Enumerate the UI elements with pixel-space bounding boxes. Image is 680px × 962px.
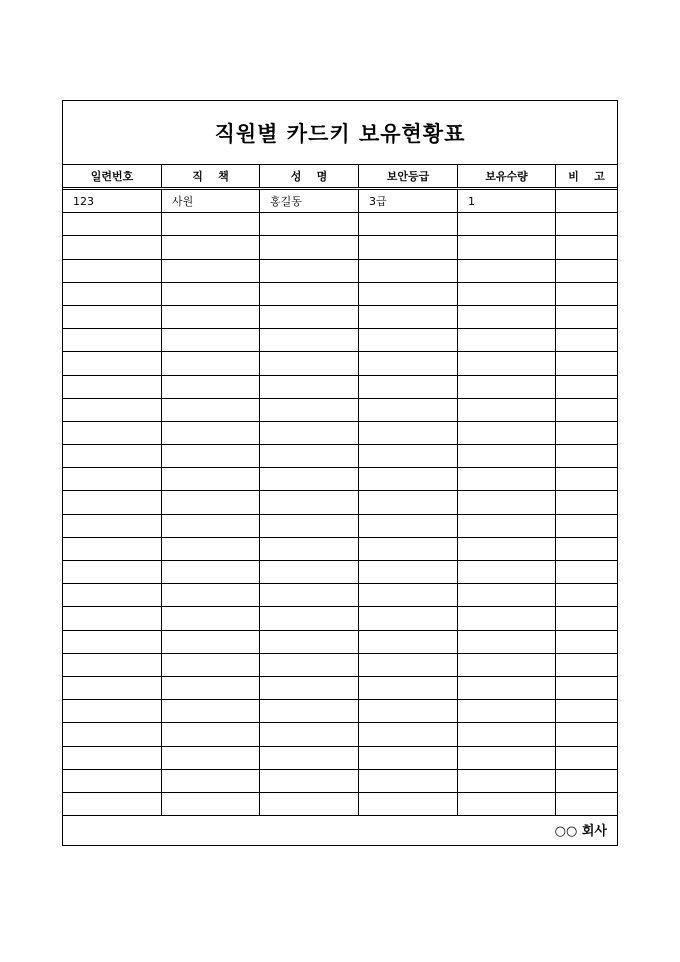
- security-level-cell: [359, 376, 458, 398]
- quantity-cell: [458, 260, 556, 282]
- quantity-cell: [458, 468, 556, 490]
- serial-number-cell: [63, 352, 162, 374]
- serial-number-cell: [63, 468, 162, 490]
- quantity-cell: [458, 399, 556, 421]
- security-level-cell: [359, 329, 458, 351]
- serial-number-cell: [63, 677, 162, 699]
- quantity-cell: [458, 700, 556, 722]
- position-cell: [162, 747, 260, 769]
- security-level-cell: [359, 607, 458, 629]
- position-cell: [162, 445, 260, 467]
- quantity-cell: [458, 445, 556, 467]
- table-row: [63, 283, 617, 306]
- serial-number-cell: [63, 770, 162, 792]
- table-row: [63, 236, 617, 259]
- security-level-cell: [359, 677, 458, 699]
- quantity-cell: [458, 654, 556, 676]
- serial-number-cell: [63, 631, 162, 653]
- table-row: [63, 491, 617, 514]
- quantity-cell: [458, 491, 556, 513]
- security-level-cell: [359, 793, 458, 815]
- remarks-cell: [556, 561, 617, 583]
- remarks-cell: [556, 236, 617, 258]
- quantity-cell: [458, 607, 556, 629]
- serial-number-cell: [63, 491, 162, 513]
- security-level-cell: [359, 584, 458, 606]
- name-cell: [260, 306, 359, 328]
- name-cell: [260, 468, 359, 490]
- header-position: 직 책: [162, 165, 260, 187]
- table-row: [63, 376, 617, 399]
- position-cell: [162, 607, 260, 629]
- remarks-cell: [556, 584, 617, 606]
- quantity-cell: [458, 306, 556, 328]
- remarks-cell: [556, 770, 617, 792]
- remarks-cell: [556, 700, 617, 722]
- serial-number-cell: [63, 306, 162, 328]
- table-row: [63, 515, 617, 538]
- table-row: [63, 561, 617, 584]
- name-cell: [260, 236, 359, 258]
- quantity-cell: [458, 584, 556, 606]
- quantity-cell: [458, 213, 556, 235]
- header-name: 성 명: [260, 165, 359, 187]
- table-row: [63, 770, 617, 793]
- remarks-cell: [556, 190, 617, 212]
- security-level-cell: [359, 700, 458, 722]
- serial-number-cell: [63, 723, 162, 745]
- remarks-cell: [556, 723, 617, 745]
- remarks-cell: [556, 491, 617, 513]
- company-name: ○○ 회사: [554, 824, 607, 839]
- quantity-cell: [458, 283, 556, 305]
- header-security-level: 보안등급: [359, 165, 458, 187]
- table-body: [63, 190, 617, 816]
- quantity-cell: 1: [458, 190, 556, 212]
- quantity-cell: [458, 723, 556, 745]
- company-footer: [63, 814, 617, 845]
- header-remarks: 비 고: [568, 170, 605, 183]
- position-cell: [162, 723, 260, 745]
- position-cell: [162, 422, 260, 444]
- remarks-cell: [556, 422, 617, 444]
- remarks-cell: [556, 515, 617, 537]
- name-cell: [260, 538, 359, 560]
- serial-number-cell: [63, 236, 162, 258]
- position-cell: [162, 283, 260, 305]
- position-cell: [162, 468, 260, 490]
- name-cell: 홍길동: [260, 190, 359, 212]
- position-cell: [162, 677, 260, 699]
- position-cell: [162, 376, 260, 398]
- table-row: [63, 631, 617, 654]
- name-cell: [260, 260, 359, 282]
- table-row: [63, 793, 617, 816]
- remarks-cell: [556, 631, 617, 653]
- table-row: [63, 677, 617, 700]
- security-level-cell: [359, 468, 458, 490]
- table-row: [63, 723, 617, 746]
- name-cell: [260, 677, 359, 699]
- serial-number-cell: [63, 399, 162, 421]
- table-row: [63, 445, 617, 468]
- remarks-cell: [556, 654, 617, 676]
- table-row: [63, 352, 617, 375]
- security-level-cell: [359, 352, 458, 374]
- name-cell: [260, 445, 359, 467]
- serial-number-cell: [63, 747, 162, 769]
- table-row: [63, 654, 617, 677]
- security-level-cell: [359, 654, 458, 676]
- position-cell: [162, 213, 260, 235]
- security-level-cell: [359, 747, 458, 769]
- security-level-cell: [359, 306, 458, 328]
- name-cell: [260, 329, 359, 351]
- security-level-cell: [359, 491, 458, 513]
- name-cell: [260, 283, 359, 305]
- position-cell: [162, 399, 260, 421]
- remarks-cell: [556, 677, 617, 699]
- name-cell: [260, 607, 359, 629]
- serial-number-cell: [63, 260, 162, 282]
- remarks-cell: [556, 399, 617, 421]
- serial-number-cell: [63, 561, 162, 583]
- table-row: [63, 329, 617, 352]
- position-cell: [162, 491, 260, 513]
- remarks-cell: [556, 260, 617, 282]
- serial-number-cell: [63, 329, 162, 351]
- card-key-holding-form: [62, 100, 618, 846]
- position-cell: [162, 538, 260, 560]
- remarks-cell: [556, 213, 617, 235]
- serial-number-cell: [63, 213, 162, 235]
- table-row: [63, 700, 617, 723]
- security-level-cell: [359, 515, 458, 537]
- quantity-cell: [458, 422, 556, 444]
- quantity-cell: [458, 352, 556, 374]
- quantity-cell: [458, 770, 556, 792]
- serial-number-cell: [63, 538, 162, 560]
- remarks-cell: [556, 445, 617, 467]
- quantity-cell: [458, 793, 556, 815]
- serial-number-cell: [63, 607, 162, 629]
- position-cell: 사원: [162, 190, 260, 212]
- serial-number-cell: 123: [63, 190, 162, 212]
- security-level-cell: [359, 445, 458, 467]
- name-cell: [260, 584, 359, 606]
- header-serial-number: 일련번호: [63, 165, 162, 187]
- name-cell: [260, 422, 359, 444]
- remarks-cell: [556, 607, 617, 629]
- security-level-cell: [359, 260, 458, 282]
- quantity-cell: [458, 376, 556, 398]
- remarks-cell: [556, 468, 617, 490]
- quantity-cell: [458, 329, 556, 351]
- position-cell: [162, 352, 260, 374]
- position-cell: [162, 700, 260, 722]
- position-cell: [162, 236, 260, 258]
- table-row: [63, 468, 617, 491]
- table-row: [63, 422, 617, 445]
- name-cell: [260, 770, 359, 792]
- quantity-cell: [458, 515, 556, 537]
- security-level-cell: [359, 770, 458, 792]
- serial-number-cell: [63, 445, 162, 467]
- remarks-cell: [556, 283, 617, 305]
- name-cell: [260, 561, 359, 583]
- position-cell: [162, 793, 260, 815]
- name-cell: [260, 352, 359, 374]
- remarks-cell: [556, 376, 617, 398]
- quantity-cell: [458, 631, 556, 653]
- serial-number-cell: [63, 515, 162, 537]
- position-cell: [162, 654, 260, 676]
- table-row: [63, 747, 617, 770]
- table-header: [63, 165, 617, 190]
- name-cell: [260, 793, 359, 815]
- table-row: [63, 306, 617, 329]
- serial-number-cell: [63, 700, 162, 722]
- serial-number-cell: [63, 654, 162, 676]
- security-level-cell: [359, 561, 458, 583]
- remarks-cell: [556, 306, 617, 328]
- table-row: [63, 260, 617, 283]
- position-cell: [162, 260, 260, 282]
- security-level-cell: [359, 538, 458, 560]
- name-cell: [260, 747, 359, 769]
- form-title: 직원별 카드키 보유현황표: [63, 101, 617, 165]
- name-cell: [260, 376, 359, 398]
- position-cell: [162, 631, 260, 653]
- name-cell: [260, 654, 359, 676]
- serial-number-cell: [63, 283, 162, 305]
- table-row: [63, 399, 617, 422]
- serial-number-cell: [63, 793, 162, 815]
- serial-number-cell: [63, 376, 162, 398]
- quantity-cell: [458, 236, 556, 258]
- quantity-cell: [458, 561, 556, 583]
- name-cell: [260, 515, 359, 537]
- table-row: [63, 213, 617, 236]
- table-row: [63, 607, 617, 630]
- security-level-cell: [359, 399, 458, 421]
- position-cell: [162, 584, 260, 606]
- name-cell: [260, 631, 359, 653]
- name-cell: [260, 399, 359, 421]
- remarks-cell: [556, 352, 617, 374]
- serial-number-cell: [63, 422, 162, 444]
- quantity-cell: [458, 747, 556, 769]
- position-cell: [162, 329, 260, 351]
- table-row: [63, 190, 617, 213]
- security-level-cell: [359, 283, 458, 305]
- security-level-cell: [359, 236, 458, 258]
- position-cell: [162, 561, 260, 583]
- name-cell: [260, 491, 359, 513]
- table-row: [63, 538, 617, 561]
- header-quantity: 보유수량: [458, 165, 556, 187]
- remarks-cell: [556, 793, 617, 815]
- position-cell: [162, 306, 260, 328]
- serial-number-cell: [63, 584, 162, 606]
- security-level-cell: [359, 422, 458, 444]
- remarks-cell: [556, 747, 617, 769]
- quantity-cell: [458, 538, 556, 560]
- security-level-cell: [359, 723, 458, 745]
- name-cell: [260, 723, 359, 745]
- quantity-cell: [458, 677, 556, 699]
- security-level-cell: 3급: [359, 190, 458, 212]
- name-cell: [260, 213, 359, 235]
- position-cell: [162, 770, 260, 792]
- security-level-cell: [359, 631, 458, 653]
- table-row: [63, 584, 617, 607]
- name-cell: [260, 700, 359, 722]
- remarks-cell: [556, 538, 617, 560]
- remarks-cell: [556, 329, 617, 351]
- security-level-cell: [359, 213, 458, 235]
- position-cell: [162, 515, 260, 537]
